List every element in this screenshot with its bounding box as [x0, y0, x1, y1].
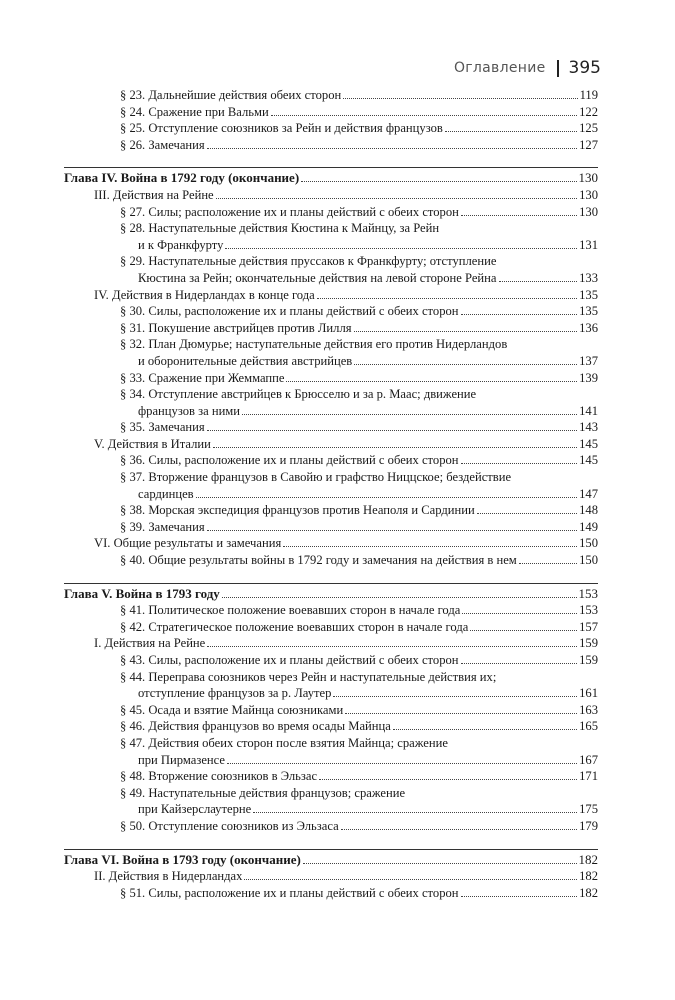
toc-entry-title: § 28. Наступательные действия Кюстина к Майнцу, за Рейн — [120, 221, 440, 236]
dot-leader — [207, 646, 577, 647]
toc-line — [64, 852, 598, 869]
table-of-contents — [64, 87, 598, 901]
toc-entry-title: при Пирмазенсе — [138, 752, 225, 767]
toc-page-number: 182 — [578, 851, 598, 867]
dot-leader — [303, 863, 577, 864]
toc-line — [120, 386, 598, 403]
chapter-rule — [64, 583, 598, 584]
toc-page-number: 157 — [579, 619, 598, 634]
toc-section[interactable] — [64, 253, 598, 286]
toc-entry-title: § 29. Наступательные действия пруссаков к Франкфурту; отступление — [120, 254, 497, 269]
chapter-rule — [64, 167, 598, 168]
toc-entry-title: § 25. Отступление союзников за Рейн и действия французов — [120, 121, 443, 136]
toc-entry-title: § 26. Замечания — [120, 137, 205, 152]
dot-leader — [341, 829, 577, 830]
toc-line — [120, 336, 598, 353]
toc-line — [120, 220, 598, 237]
toc-line — [120, 237, 598, 254]
page-number: 395 — [568, 58, 601, 78]
toc-page-number: 161 — [579, 686, 598, 701]
dot-leader — [461, 314, 578, 315]
toc-line — [120, 685, 598, 702]
chapter-gap — [64, 569, 598, 583]
toc-page-number: 125 — [579, 121, 598, 136]
dot-leader — [242, 414, 577, 415]
toc-section[interactable] — [64, 220, 598, 253]
toc-entry-title: § 51. Силы, расположение их и планы действий с обеих сторон — [120, 885, 459, 900]
toc-section[interactable] — [64, 785, 598, 818]
toc-section[interactable] — [64, 502, 598, 519]
dot-leader — [461, 215, 577, 216]
toc-page-number: 133 — [579, 270, 598, 285]
toc-line — [120, 486, 598, 503]
toc-entry-title: III. Действия на Рейне — [94, 187, 214, 202]
toc-entry-title: французов за ними — [138, 403, 241, 418]
toc-entry-title: § 33. Сражение при Жеммаппе — [120, 370, 285, 385]
toc-line — [120, 303, 598, 320]
toc-entry-title: Глава VI. Война в 1793 году (окончание) — [64, 851, 301, 867]
toc-entry-title: § 40. Общие результаты войны в 1792 году и замечания на действия в нем — [120, 553, 517, 568]
toc-entry-title: § 47. Действия обеих сторон после взятия Майнца; сражение — [120, 735, 448, 750]
toc-line — [120, 619, 598, 636]
toc-entry-title: отступление французов за р. Лаутер — [138, 686, 332, 701]
toc-page-number: 182 — [579, 885, 598, 900]
toc-line — [120, 785, 598, 802]
toc-line — [120, 87, 598, 104]
toc-entry-title: § 39. Замечания — [120, 519, 205, 534]
toc-line — [120, 552, 598, 569]
chapter-gap — [64, 153, 598, 167]
toc-page-number: 159 — [579, 653, 598, 667]
toc-page-number: 175 — [579, 802, 598, 817]
toc-page-number: 135 — [579, 287, 598, 302]
toc-line — [120, 735, 598, 752]
toc-section[interactable] — [64, 452, 598, 469]
dot-leader — [222, 597, 577, 598]
dot-leader — [519, 563, 577, 564]
dot-leader — [207, 530, 577, 531]
toc-part[interactable] — [64, 535, 598, 552]
running-header — [454, 58, 601, 78]
toc-entry-title: и к Франкфурту — [138, 237, 224, 252]
toc-line — [120, 403, 598, 420]
toc-section[interactable] — [64, 469, 598, 502]
toc-entry-title: § 41. Политическое положение воевавших сторон в начале года — [120, 603, 461, 618]
toc-line — [120, 768, 598, 785]
toc-line — [120, 469, 598, 486]
toc-part[interactable] — [64, 187, 598, 204]
toc-line — [120, 752, 598, 769]
toc-page-number: 119 — [579, 88, 598, 102]
toc-line — [120, 120, 598, 137]
toc-entry-title: § 24. Сражение при Вальми — [120, 104, 269, 119]
toc-page-number: 139 — [579, 370, 598, 385]
toc-entry-title: I. Действия на Рейне — [94, 636, 206, 651]
toc-entry-title: и оборонительные действия австрийцев — [138, 353, 353, 368]
toc-section[interactable] — [64, 386, 598, 419]
toc-line — [94, 868, 598, 885]
toc-section[interactable] — [64, 702, 598, 719]
dot-leader — [225, 248, 577, 249]
dot-leader — [461, 463, 578, 464]
toc-line — [120, 885, 598, 902]
toc-page-number: 150 — [579, 553, 598, 568]
toc-entry-title: IV. Действия в Нидерландах в конце года — [94, 287, 315, 302]
toc-section[interactable] — [64, 602, 598, 619]
dot-leader — [196, 497, 577, 498]
toc-entry-title: § 44. Переправа союзников через Рейн и наступательные действия их; — [120, 669, 497, 684]
toc-line — [120, 137, 598, 154]
dot-leader — [333, 696, 577, 697]
toc-line — [120, 702, 598, 719]
toc-page-number: 165 — [579, 719, 598, 734]
toc-entry-title: § 31. Покушение австрийцев против Лилля — [120, 320, 352, 335]
toc-page-number: 130 — [579, 204, 598, 219]
toc-section[interactable] — [64, 735, 598, 768]
toc-line — [120, 652, 598, 669]
toc-section[interactable] — [64, 336, 598, 369]
toc-section[interactable] — [64, 519, 598, 536]
toc-entry-title: § 46. Действия французов во время осады Майнца — [120, 719, 391, 734]
toc-section[interactable] — [64, 885, 598, 902]
dot-leader — [477, 513, 577, 514]
toc-entry-title: § 27. Силы; расположение их и планы действий с обеих сторон — [120, 204, 459, 219]
toc-part[interactable] — [64, 287, 598, 304]
dot-leader — [244, 879, 577, 880]
toc-page-number: 143 — [579, 420, 598, 435]
toc-page-number: 130 — [579, 187, 598, 202]
toc-section[interactable] — [64, 137, 598, 154]
toc-page-number: 182 — [579, 869, 598, 884]
toc-section[interactable] — [64, 619, 598, 636]
toc-line — [120, 370, 598, 387]
toc-page-number: 147 — [579, 486, 598, 501]
toc-page-number: 141 — [579, 403, 598, 418]
dot-leader — [213, 447, 577, 448]
toc-page-number: 137 — [579, 353, 598, 368]
dot-leader — [345, 713, 577, 714]
toc-page-number: 136 — [579, 320, 598, 335]
toc-line — [120, 818, 598, 835]
dot-leader — [354, 331, 578, 332]
dot-leader — [207, 430, 577, 431]
toc-entry-title: § 38. Морская экспедиция французов против Неаполя и Сардинии — [120, 503, 475, 518]
toc-chapter[interactable] — [64, 586, 598, 603]
toc-section[interactable] — [64, 552, 598, 569]
toc-chapter[interactable] — [64, 852, 598, 869]
toc-page-number: 122 — [579, 104, 598, 119]
toc-page-number: 131 — [579, 237, 598, 252]
toc-entry-title: Глава IV. Война в 1792 году (окончание) — [64, 170, 300, 186]
toc-page-number: 130 — [578, 170, 598, 186]
dot-leader — [470, 630, 577, 631]
toc-line — [120, 801, 598, 818]
toc-entry-title: § 23. Дальнейшие действия обеих сторон — [120, 88, 342, 102]
chapter-gap — [64, 835, 598, 849]
dot-leader — [227, 763, 577, 764]
toc-part[interactable] — [64, 635, 598, 652]
toc-entry-title: § 32. План Дюмурье; наступательные действия его против Нидерландов — [120, 337, 508, 352]
toc-line — [120, 253, 598, 270]
toc-entry-title: § 35. Замечания — [120, 420, 205, 435]
toc-entry-title: § 49. Наступательные действия французов; сражение — [120, 785, 406, 800]
toc-line — [120, 270, 598, 287]
toc-entry-title: при Кайзерслаутерне — [138, 802, 252, 817]
toc-entry-title: V. Действия в Италии — [94, 436, 211, 451]
toc-line — [64, 586, 598, 603]
toc-section[interactable] — [64, 652, 598, 669]
toc-section[interactable] — [64, 370, 598, 387]
dot-leader — [216, 198, 577, 199]
toc-line — [120, 452, 598, 469]
toc-section[interactable] — [64, 120, 598, 137]
header-title: Оглавление — [453, 60, 546, 76]
toc-line — [94, 187, 598, 204]
toc-entry-title: VI. Общие результаты и замечания — [94, 536, 282, 551]
toc-page-number: 127 — [579, 137, 598, 152]
dot-leader — [207, 148, 577, 149]
dot-leader — [499, 281, 578, 282]
toc-line — [120, 353, 598, 370]
toc-line — [120, 602, 598, 619]
toc-line — [120, 419, 598, 436]
toc-page-number: 153 — [578, 585, 598, 601]
toc-line — [94, 436, 598, 453]
toc-page-number: 148 — [579, 503, 598, 518]
toc-section[interactable] — [64, 669, 598, 702]
toc-line — [94, 287, 598, 304]
toc-section[interactable] — [64, 204, 598, 221]
toc-entry-title: § 48. Вторжение союзников в Эльзас — [120, 769, 318, 784]
dot-leader — [393, 729, 577, 730]
toc-line — [120, 669, 598, 686]
toc-line — [120, 204, 598, 221]
toc-section[interactable] — [64, 303, 598, 320]
toc-line — [120, 320, 598, 337]
toc-entry-title: § 45. Осада и взятие Майнца союзниками — [120, 702, 344, 717]
dot-leader — [354, 364, 577, 365]
dot-leader — [271, 115, 577, 116]
dot-leader — [462, 613, 577, 614]
toc-page-number: 171 — [579, 769, 598, 784]
toc-line — [64, 170, 598, 187]
toc-entry-title: Кюстина за Рейн; окончательные действия на левой стороне Рейна — [138, 270, 497, 285]
toc-line — [120, 104, 598, 121]
toc-part[interactable] — [64, 436, 598, 453]
toc-page-number: 145 — [579, 436, 598, 451]
toc-page-number: 135 — [579, 304, 598, 319]
toc-entry-title: § 36. Силы, расположение их и планы действий с обеих сторон — [120, 453, 459, 468]
toc-page-number: 179 — [579, 818, 598, 833]
dot-leader — [253, 812, 577, 813]
toc-entry-title: II. Действия в Нидерландах — [94, 869, 243, 884]
dot-leader — [301, 181, 576, 182]
toc-entry-title: § 34. Отступление австрийцев к Брюсселю и за р. Маас; движение — [120, 387, 477, 402]
toc-part[interactable] — [64, 868, 598, 885]
toc-entry-title: Глава V. Война в 1793 году — [64, 585, 220, 601]
chapter-rule — [64, 849, 598, 850]
toc-line — [94, 535, 598, 552]
toc-section[interactable] — [64, 104, 598, 121]
toc-line — [120, 502, 598, 519]
toc-entry-title: § 30. Силы, расположение их и планы действий с обеих сторон — [120, 304, 459, 319]
toc-page-number: 145 — [579, 453, 598, 468]
dot-leader — [286, 381, 577, 382]
toc-entry-title: сардинцев — [138, 486, 194, 501]
toc-section[interactable] — [64, 718, 598, 735]
dot-leader — [283, 546, 577, 547]
toc-section[interactable] — [64, 818, 598, 835]
toc-page-number: 149 — [579, 519, 598, 534]
dot-leader — [343, 98, 577, 99]
toc-line — [120, 718, 598, 735]
dot-leader — [461, 663, 578, 664]
toc-line — [94, 635, 598, 652]
header-divider — [557, 60, 559, 77]
toc-chapter[interactable] — [64, 170, 598, 187]
toc-entry-title: § 50. Отступление союзников из Эльзаса — [120, 818, 339, 833]
toc-line — [120, 519, 598, 536]
dot-leader — [319, 779, 577, 780]
toc-section[interactable] — [64, 320, 598, 337]
toc-page-number: 150 — [579, 536, 598, 551]
toc-section[interactable] — [64, 419, 598, 436]
toc-page-number: 153 — [579, 603, 598, 618]
dot-leader — [317, 298, 577, 299]
toc-page-number: 163 — [579, 702, 598, 717]
toc-page-number: 167 — [579, 752, 598, 767]
toc-section[interactable] — [64, 87, 598, 104]
toc-entry-title: § 43. Силы, расположение их и планы действий с обеих сторон — [120, 653, 459, 667]
toc-page-number: 159 — [579, 636, 598, 651]
dot-leader — [445, 131, 577, 132]
dot-leader — [461, 896, 578, 897]
toc-entry-title: § 37. Вторжение французов в Савойю и графство Ниццское; бездействие — [120, 470, 512, 485]
toc-section[interactable] — [64, 768, 598, 785]
toc-entry-title: § 42. Стратегическое положение воевавших сторон в начале года — [120, 619, 469, 634]
